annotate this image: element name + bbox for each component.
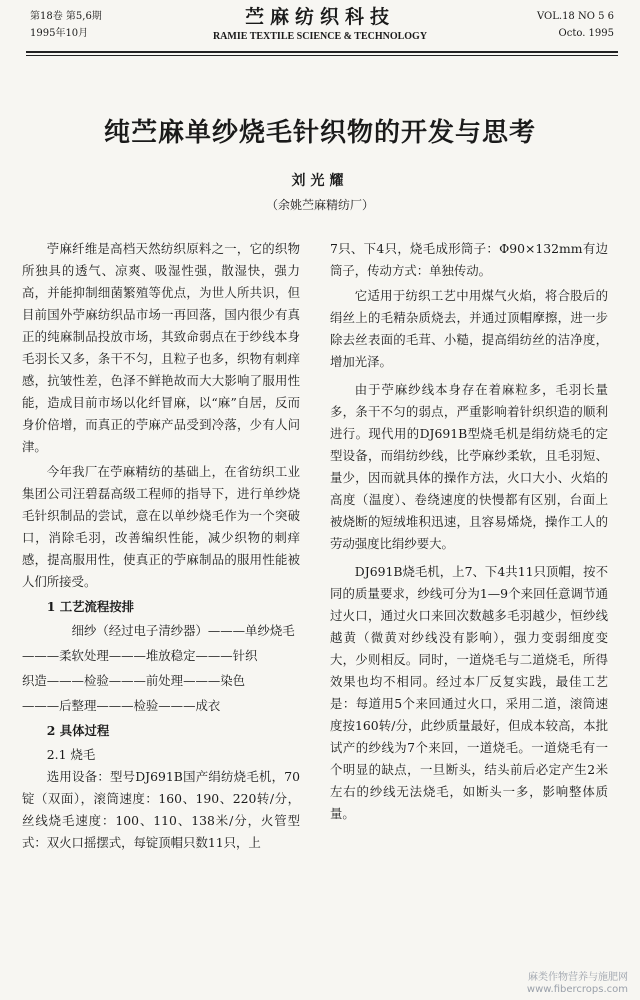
right-column (330, 238, 608, 828)
paragraph: DJ691B烧毛机，上7、下4共11只顶帽，按不同的质量要求，纱线可分为1—9个来回任意调节通过火口，通过火口来回次数越多毛羽越少，恒纱线越黄（微黄对纱线没有影响），强力变弱细度变大，少则相反。同时，一道烧毛与二道烧毛，所得效果也均不相同。经过本厂反复实践，最佳工艺是：每道用5个来回通过火口，采用二道，滚筒速度按160转/分，此纱质量最好，但成本较高，本批试产的纱线为7个来回，一道烧毛。一道烧毛有一个明显的缺点，一旦断头，结头前后必定产生2米左右的纱线无法烧毛，如断头一多，影响整体质量。 (330, 564, 608, 821)
process-flow-line: ———柔软处理———堆放稳定———针织 (22, 648, 258, 663)
process-flow-line: ———后整理———检验———成衣 (22, 698, 221, 713)
subsection-heading: 2.1 烧毛 (46, 747, 96, 762)
process-flow-line: 织造———检验———前处理———染色 (22, 673, 246, 688)
left-column (22, 238, 300, 857)
header-right (537, 8, 614, 42)
date-en: Octo. 1995 (558, 28, 614, 39)
process-flow-line: 细纱（经过电子清纱器）———单纱烧毛 (71, 623, 295, 638)
article-author: 刘光耀 (291, 173, 349, 189)
volume-issue-en: VOL.18 NO 5 6 (537, 11, 614, 22)
date-cn: 1995年10月 (30, 28, 89, 39)
watermark (527, 972, 628, 996)
paragraph: 今年我厂在苧麻精纺的基础上，在省纺织工业集团公司汪碧磊高级工程师的指导下，进行单纱烧毛针织制品的尝试，意在以单纱烧毛作为一个突破口，消除毛羽，改善编织性能，减少织物的刺痒感，提高服用性，使真正的苧麻制品的服用性能被人们所接受。 (22, 464, 300, 589)
journal-title-en: RAMIE TEXTILE SCIENCE & TECHNOLOGY (212, 31, 428, 42)
volume-issue-cn: 第18卷 第5,6期 (30, 11, 102, 22)
watermark-site-name: 麻类作物营养与施肥网 (528, 972, 628, 983)
paragraph: 它适用于纺织工艺中用煤气火焰，将合股后的绢丝上的毛精杂质烧去，并通过顶帽摩擦，进一步除去丝表面的毛茸、小糙，提高绢纺丝的洁净度，增加光泽。 (330, 288, 608, 369)
header-rule-thin (26, 55, 618, 56)
paragraph: 7只、下4只，烧毛成形筒子：Φ90×132mm有边筒子，传动方式：单独传动。 (330, 241, 608, 278)
section-heading: 2 具体过程 (46, 723, 110, 738)
article-affiliation: （余姚苎麻精纺厂） (265, 198, 374, 212)
paragraph: 选用设备：型号DJ691B国产绢纺烧毛机，70锭（双面），滚筒速度：160、190、220转/分，丝线烧毛速度：100、110、138米/分，火管型式：双火口摇摆式，每锭顶帽只数11只，上 (22, 769, 300, 850)
header-rule-thick (26, 51, 618, 53)
paragraph: 苧麻纤维是高档天然纺织原料之一，它的织物所独具的透气、凉爽、吸湿性强，散湿快，强力高，并能抑制细菌繁殖等优点，为世人所共识，但目前国外苧麻纺织品市场一再回落，国内很少有真正的纯麻制品投放市场，其致命弱点在于纱线本身毛羽长又多，条干不匀，且粒子也多，织物有刺痒感，抗皱性差，色泽不鲜艳故而大大影响了服用性能，造成目前市场以化纤冒麻，以“麻”自居，反而身价倍增，而真正的苧麻产品受到冷落，少有人问津。 (22, 241, 300, 454)
watermark-url: www.fibercrops.com (526, 984, 628, 995)
journal-title-cn: 苎麻纺织科技 (244, 6, 395, 28)
article-title: 纯苎麻单纱烧毛针织物的开发与思考 (103, 118, 536, 148)
section-heading: 1 工艺流程按排 (46, 599, 135, 614)
paragraph: 由于苧麻纱线本身存在着麻粒多，毛羽长量多，条干不匀的弱点，严重影响着针织织造的顺利进行。现代用的DJ691B型烧毛机是绢纺烧毛的定型设备，而绢纺纱线，比苧麻纱柔软，且毛羽短、量少，因而就具体的操作方法，火口大小、火焰的高度（温度）、卷绕速度的快慢都有区别，台面上被烧断的短绒堆积迅速，且容易烯烧，操作工人的劳动强度比绢纱要大。 (330, 382, 608, 551)
